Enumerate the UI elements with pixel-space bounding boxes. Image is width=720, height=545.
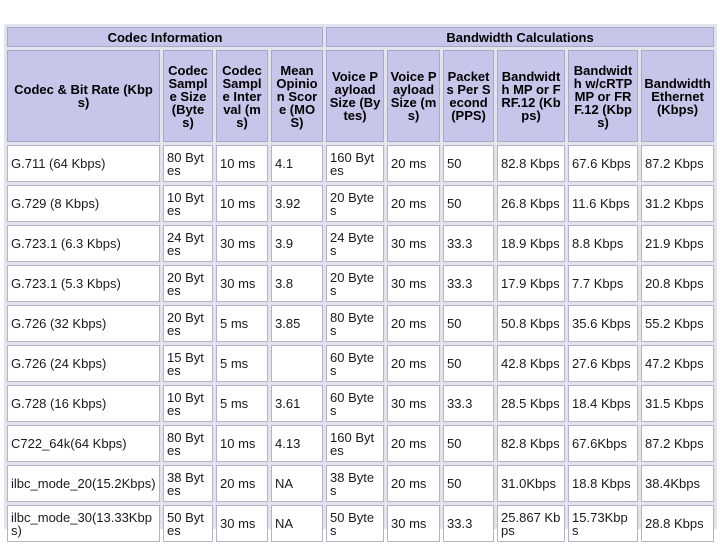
cell-mos: 4.1 xyxy=(271,145,323,182)
cell-bw-mp: 31.0Kbps xyxy=(497,465,565,502)
col-header-voice-payload-ms: Voice Payload Size (ms) xyxy=(387,50,440,142)
cell-bw-mp: 50.8 Kbps xyxy=(497,305,565,342)
cell-bw-ethernet: 20.8 Kbps xyxy=(641,265,714,302)
table-row xyxy=(7,225,714,262)
cell-bw-crtp: 18.4 Kbps xyxy=(568,385,638,422)
cell-payload-ms: 20 ms xyxy=(387,425,440,462)
col-header-codec-sample-interval: Codec Sample Interval (ms) xyxy=(216,50,268,142)
cell-bw-crtp: 18.8 Kbps xyxy=(568,465,638,502)
col-header-bandwidth-ethernet: Bandwidth Ethernet (Kbps) xyxy=(641,50,714,142)
cell-codec: G.726 (24 Kbps) xyxy=(7,345,160,382)
cell-pps: 33.3 xyxy=(443,225,494,262)
table-row xyxy=(7,425,714,462)
cell-mos: NA xyxy=(271,505,323,542)
col-header-voice-payload-bytes: Voice Payload Size (Bytes) xyxy=(326,50,384,142)
cell-sample-interval: 10 ms xyxy=(216,145,268,182)
table-body xyxy=(7,145,714,542)
cell-payload-ms: 30 ms xyxy=(387,505,440,542)
cell-sample-size: 38 Bytes xyxy=(163,465,213,502)
cell-bw-mp: 28.5 Kbps xyxy=(497,385,565,422)
cell-payload-bytes: 80 Bytes xyxy=(326,305,384,342)
cell-bw-crtp: 8.8 Kbps xyxy=(568,225,638,262)
cell-bw-ethernet: 28.8 Kbps xyxy=(641,505,714,542)
cell-pps: 50 xyxy=(443,345,494,382)
cell-mos: 3.8 xyxy=(271,265,323,302)
cell-payload-bytes: 160 Bytes xyxy=(326,425,384,462)
cell-bw-crtp: 15.73Kbps xyxy=(568,505,638,542)
group-header-codec-information: Codec Information xyxy=(7,27,323,47)
cell-bw-mp: 25.867 Kbps xyxy=(497,505,565,542)
cell-sample-interval: 5 ms xyxy=(216,305,268,342)
cell-payload-ms: 30 ms xyxy=(387,265,440,302)
cell-sample-interval: 5 ms xyxy=(216,345,268,382)
cell-bw-mp: 26.8 Kbps xyxy=(497,185,565,222)
cell-sample-interval: 30 ms xyxy=(216,505,268,542)
cell-bw-mp: 18.9 Kbps xyxy=(497,225,565,262)
cell-sample-size: 20 Bytes xyxy=(163,305,213,342)
col-header-codec-bit-rate: Codec & Bit Rate (Kbps) xyxy=(7,50,160,142)
cell-bw-ethernet: 47.2 Kbps xyxy=(641,345,714,382)
table-row xyxy=(7,505,714,542)
cell-pps: 33.3 xyxy=(443,265,494,302)
cell-payload-bytes: 50 Bytes xyxy=(326,505,384,542)
cell-codec: ilbc_mode_20(15.2Kbps) xyxy=(7,465,160,502)
cell-sample-interval: 30 ms xyxy=(216,265,268,302)
cell-codec: ilbc_mode_30(13.33Kbps) xyxy=(7,505,160,542)
cell-bw-mp: 82.8 Kbps xyxy=(497,425,565,462)
cell-codec: G.723.1 (6.3 Kbps) xyxy=(7,225,160,262)
cell-bw-ethernet: 31.5 Kbps xyxy=(641,385,714,422)
cell-sample-size: 15 Bytes xyxy=(163,345,213,382)
cell-bw-ethernet: 55.2 Kbps xyxy=(641,305,714,342)
col-header-pps: Packets Per Second (PPS) xyxy=(443,50,494,142)
col-header-mos: Mean Opinion Score (MOS) xyxy=(271,50,323,142)
cell-mos: NA xyxy=(271,465,323,502)
cell-pps: 50 xyxy=(443,465,494,502)
cell-bw-ethernet: 38.4Kbps xyxy=(641,465,714,502)
cell-bw-mp: 42.8 Kbps xyxy=(497,345,565,382)
cell-mos: 4.13 xyxy=(271,425,323,462)
group-header-row xyxy=(7,27,714,47)
cell-payload-bytes: 20 Bytes xyxy=(326,185,384,222)
cell-payload-ms: 20 ms xyxy=(387,305,440,342)
cell-bw-ethernet: 21.9 Kbps xyxy=(641,225,714,262)
col-header-bandwidth-crtp: Bandwidth w/cRTP MP or FRF.12 (Kbps) xyxy=(568,50,638,142)
cell-sample-size: 20 Bytes xyxy=(163,265,213,302)
table-row xyxy=(7,465,714,502)
cell-mos xyxy=(271,345,323,382)
cell-bw-crtp: 27.6 Kbps xyxy=(568,345,638,382)
cell-sample-interval: 20 ms xyxy=(216,465,268,502)
table-row xyxy=(7,305,714,342)
cell-bw-crtp: 7.7 Kbps xyxy=(568,265,638,302)
cell-payload-ms: 20 ms xyxy=(387,345,440,382)
cell-bw-crtp: 35.6 Kbps xyxy=(568,305,638,342)
cell-payload-ms: 30 ms xyxy=(387,225,440,262)
cell-sample-size: 10 Bytes xyxy=(163,385,213,422)
col-header-bandwidth-mp: Bandwidth MP or FRF.12 (Kbps) xyxy=(497,50,565,142)
cell-sample-size: 24 Bytes xyxy=(163,225,213,262)
cell-mos: 3.92 xyxy=(271,185,323,222)
col-header-codec-sample-size: Codec Sample Size (Bytes) xyxy=(163,50,213,142)
cell-pps: 33.3 xyxy=(443,505,494,542)
cell-pps: 50 xyxy=(443,185,494,222)
cell-mos: 3.61 xyxy=(271,385,323,422)
cell-sample-interval: 5 ms xyxy=(216,385,268,422)
cell-pps: 50 xyxy=(443,145,494,182)
column-header-row xyxy=(7,50,714,142)
cell-mos: 3.9 xyxy=(271,225,323,262)
cell-sample-size: 80 Bytes xyxy=(163,425,213,462)
cell-payload-ms: 20 ms xyxy=(387,145,440,182)
cell-sample-size: 10 Bytes xyxy=(163,185,213,222)
table-row xyxy=(7,385,714,422)
cell-bw-mp: 17.9 Kbps xyxy=(497,265,565,302)
cell-sample-interval: 30 ms xyxy=(216,225,268,262)
cell-payload-ms: 20 ms xyxy=(387,185,440,222)
cell-pps: 50 xyxy=(443,305,494,342)
cell-payload-ms: 20 ms xyxy=(387,465,440,502)
cell-payload-bytes: 38 Bytes xyxy=(326,465,384,502)
cell-codec: G.723.1 (5.3 Kbps) xyxy=(7,265,160,302)
table-row xyxy=(7,145,714,182)
cell-sample-interval: 10 ms xyxy=(216,425,268,462)
cell-bw-mp: 82.8 Kbps xyxy=(497,145,565,182)
cell-payload-bytes: 160 Bytes xyxy=(326,145,384,182)
cell-codec: C722_64k(64 Kbps) xyxy=(7,425,160,462)
cell-pps: 33.3 xyxy=(443,385,494,422)
codec-bandwidth-table xyxy=(4,24,717,545)
cell-codec: G.728 (16 Kbps) xyxy=(7,385,160,422)
cell-payload-bytes: 60 Bytes xyxy=(326,385,384,422)
table-row xyxy=(7,185,714,222)
cell-sample-interval: 10 ms xyxy=(216,185,268,222)
cell-codec: G.726 (32 Kbps) xyxy=(7,305,160,342)
cell-bw-crtp: 67.6Kbps xyxy=(568,425,638,462)
cell-bw-ethernet: 31.2 Kbps xyxy=(641,185,714,222)
cell-sample-size: 50 Bytes xyxy=(163,505,213,542)
cell-bw-ethernet: 87.2 Kbps xyxy=(641,145,714,182)
cell-payload-ms: 30 ms xyxy=(387,385,440,422)
cell-codec: G.711 (64 Kbps) xyxy=(7,145,160,182)
cell-payload-bytes: 60 Bytes xyxy=(326,345,384,382)
group-header-bandwidth-calculations: Bandwidth Calculations xyxy=(326,27,714,47)
cell-sample-size: 80 Bytes xyxy=(163,145,213,182)
cell-payload-bytes: 20 Bytes xyxy=(326,265,384,302)
table-row xyxy=(7,345,714,382)
cell-payload-bytes: 24 Bytes xyxy=(326,225,384,262)
cell-bw-ethernet: 87.2 Kbps xyxy=(641,425,714,462)
table-row xyxy=(7,265,714,302)
cell-bw-crtp: 67.6 Kbps xyxy=(568,145,638,182)
cell-mos: 3.85 xyxy=(271,305,323,342)
cell-codec: G.729 (8 Kbps) xyxy=(7,185,160,222)
cell-pps: 50 xyxy=(443,425,494,462)
cell-bw-crtp: 11.6 Kbps xyxy=(568,185,638,222)
